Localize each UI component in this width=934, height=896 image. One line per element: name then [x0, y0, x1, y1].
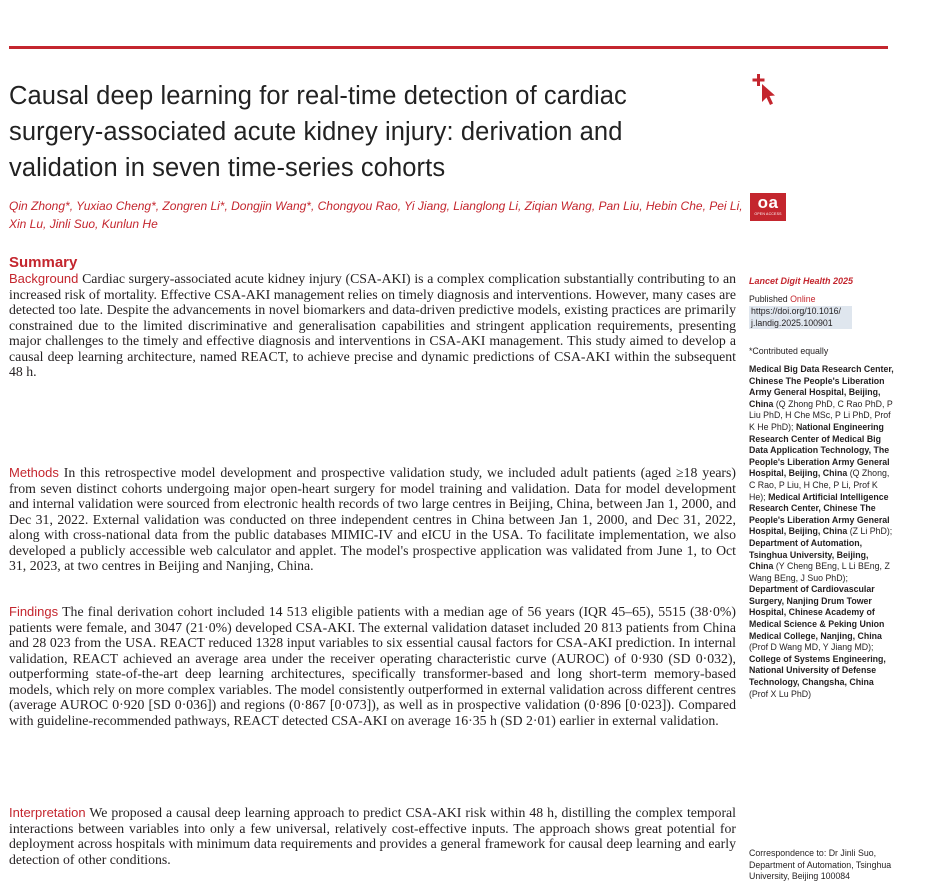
background-section [9, 271, 736, 380]
affiliation-people: (Q Zhong, C Rao, P Liu, H Che, P Li, Prof K He); [749, 468, 890, 502]
findings-text: The final derivation cohort included 14 513 eligible patients with a median age of 56 years (IQR 45–65), 5515 (38·0%) patients were female, and 3047 (21·0%) developed CSA-AKI. The external validation dataset included 20 813 patients from China and 28 023 from the USA. REACT reduced 1328 input variables to six essential causal factors for CSA-AKI prediction. In internal validation, REACT achieved an average area under the receiver operating characteristic curve (AUROC) of 0·930 (SD 0·032), outperforming state-of-the-art deep learning architectures, specifically transformer-based and long short-term memory-based models, which rely on more complex variables. The model consistently outperformed in external validation across different centres (average AUROC 0·920 [SD 0·036]) and regions (0·867 [0·073]), as well as in prospective validation (0·896 [0·023]). Compared with guideline-recommended pathways, REACT detected CSA-AKI on average 16·35 h (SD 2·01) earlier in external validation. [9, 604, 736, 728]
affiliation-name: College of Systems Engineering, National University of Defense Technology, Changsha, China [749, 653, 886, 688]
background-text: Cardiac surgery-associated acute kidney injury (CSA-AKI) is a complex complication substantially contributing to an increased risk of mortality. Effective CSA-AKI management relies on timely diagnosis and interventions. However, many cases are detected too late. Despite the advancements in novel biomarkers and data-driven predictive models, existing practices are primarily constrained due to the limited discriminative and generalisation capabilities and stringent application requirements, presenting major challenges to the timely and effective diagnosis and interventions in CSA-AKI management. This study aimed to develop a causal deep learning architecture, named REACT, to achieve precise and dynamic predictions of CSA-AKI within the subsequent 48 h. [9, 271, 736, 379]
affiliation-name: Medical Big Data Research Center, Chinese The People's Liberation Army General Hospital, Beijing, China [749, 364, 894, 409]
oa-badge-text: oa [757, 193, 779, 212]
affiliation-name: Medical Artificial Intelligence Research Center, Chinese The People's Liberation Army General Hospital, Beijing, China [749, 491, 890, 537]
open-access-badge [750, 193, 786, 221]
findings-section [9, 604, 736, 728]
findings-label: Findings [9, 604, 59, 619]
crossmark-icon[interactable] [752, 74, 780, 106]
author-list: Qin Zhong*, Yuxiao Cheng*, Zongren Li*, Dongjin Wang*, Chongyou Rao, Yi Jiang, Lianglong Li, Ziqian Wang, Pan Liu, Hebin Che, Pei Li, Xin Lu, Jinli Suo, Kunlun He [9, 199, 743, 231]
published-line [749, 294, 894, 306]
contributed-note: *Contributed equally [749, 346, 829, 356]
affiliation-people: (Q Zhong PhD, C Rao PhD, P Liu PhD, H Che MSc, P Li PhD, Prof K He PhD); [749, 398, 893, 432]
interpretation-section [9, 805, 736, 867]
top-rule [9, 46, 888, 49]
background-label: Background [9, 271, 79, 286]
affiliation-people: (Prof D Wang MD, Y Jiang MD); [749, 642, 874, 653]
interpretation-label: Interpretation [9, 805, 86, 820]
affiliation-people: (Prof X Lu PhD) [749, 688, 812, 699]
affiliation-people: (Y Cheng BEng, L Li BEng, Z Wang BEng, J Suo PhD); [749, 561, 890, 583]
methods-text: In this retrospective model development and prospective validation study, we included adult patients (aged ≥18 years) from seven distinct cohorts undergoing major open-heart surgery for model training and validation. Data for model development and internal validation were sourced from electronic health records of two large centres in Beijing, China, between Jan 1, 2000, and Dec 31, 2022. External validation was conducted on three independent centres in China between Jan 1, 2000, and Dec 31, 2022, along with cross-national data from the public databases MIMIC-IV and eICU in the USA. To facilitate implementation, we also developed a publicly accessible web calculator and applet. The model's prospective application was validated from June 1, to Oct 31, 2023, at two centres in Beijing and Nanjing, China. [9, 465, 736, 573]
oa-badge-subtext: OPEN ACCESS [754, 212, 782, 216]
doi-link[interactable]: https://doi.org/10.1016/ j.landig.2025.100901 [749, 306, 852, 329]
affiliation-name: Department of Automation, Tsinghua University, Beijing, China [749, 537, 869, 572]
correspondence: Correspondence to: Dr Jinli Suo, Department of Automation, Tsinghua University, Beijing 100084 [749, 848, 892, 882]
journal-citation: Lancet Digit Health 2025 [749, 276, 854, 286]
methods-label: Methods [9, 465, 59, 480]
published-online: Online [790, 294, 816, 304]
affiliation-name: National Engineering Research Center of Medical Big Data Application Technology, The People's Liberation Army General Hospital, Beijing, China [749, 421, 890, 479]
methods-section [9, 465, 736, 574]
affiliations [749, 364, 894, 700]
interpretation-text: We proposed a causal deep learning approach to predict CSA-AKI risk within 48 h, distilling the complex temporal interactions between variables into only a few universal, relatively cost-effective inputs. The approach shows great potential for deployment across hospitals with minimum data requirements and provides a general framework for causal deep learning and early detection of other conditions. [9, 805, 736, 867]
article-title: Causal deep learning for real-time detection of cardiac surgery-associated acute kidney injury: derivation and validation in seven time-series cohorts [9, 82, 627, 182]
affiliation-name: Department of Cardiovascular Surgery, Nanjing Drum Tower Hospital, Chinese Academy of Medical Science & Peking Union Medical College, Nanjing, China [749, 584, 885, 641]
published-prefix: Published [749, 294, 791, 304]
affiliation-people: (Z Li PhD); [847, 526, 893, 537]
summary-heading: Summary [9, 254, 78, 271]
